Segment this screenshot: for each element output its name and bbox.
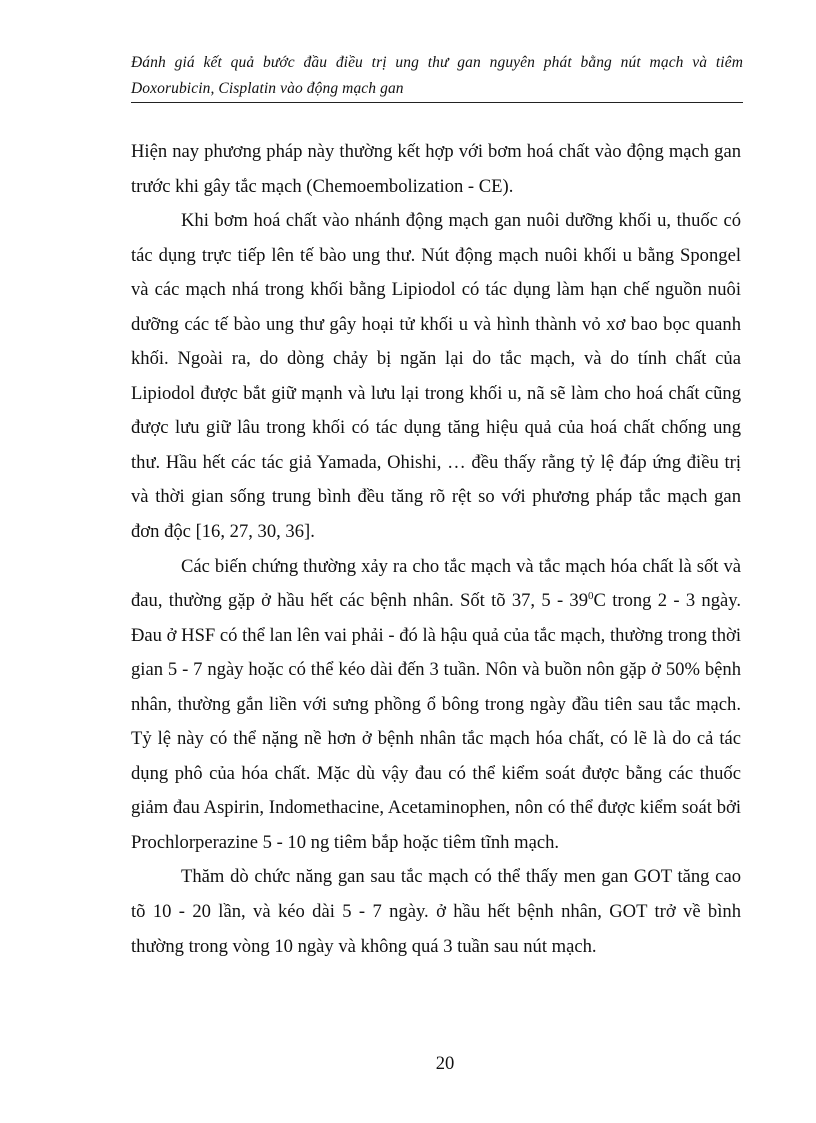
body-text [131,135,741,964]
paragraph-4: Thăm dò chức năng gan sau tắc mạch có thể thấy men gan GOT tăng cao tõ 10 - 20 lần, và kéo dài 5 - 7 ngày. ở hầu hết bệnh nhân, GOT trở về bình thường trong vòng 10 ngày và không quá 3 tuần sau nút mạch. [131,866,741,957]
header-divider [131,102,743,103]
paragraph-3-text-b: C trong 2 - 3 ngày. Đau ở HSF có thể lan lên vai phải - đó là hậu quả của tắc mạch, thường trong thời gian 5 - 7 ngày hoặc có thể kéo dài đến 3 tuần. Nôn và buồn nôn gặp ở 50% bệnh nhân, thường gắn liền với sưng phồng ổ bông trong ngày đầu tiên sau tắc mạch. Tỷ lệ này có thể nặng nề hơn ở bệnh nhân tắc mạch hóa chất, có lẽ là do cả tác dụng phô của hóa chất. Mặc dù vậy đau có thể kiểm soát được bằng các thuốc giảm đau Aspirin, Indomethacine, Acetaminophen, nôn có thể được kiểm soát bởi Prochlorperazine 5 - 10 ng tiêm bắp hoặc tiêm tĩnh mạch. [131,590,741,853]
paragraph-3 [131,550,741,861]
paragraph-2: Khi bơm hoá chất vào nhánh động mạch gan nuôi dưỡng khối u, thuốc có tác dụng trực tiếp lên tế bào ung thư. Nút động mạch nuôi khối u bằng Spongel và các mạch nhá trong khối bằng Lipiodol có tác dụng làm hạn chế nguồn nuôi dưỡng các tế bào ung thư gây hoại tử khối u và hình thành vỏ xơ bao bọc quanh khối. Ngoài ra, do dòng chảy bị ngăn lại do tắc mạch, và do tính chất của Lipiodol được bắt giữ mạnh và lưu lại trong khối u, nã sẽ làm cho hoá chất cũng được lưu giữ lâu trong khối có tác dụng tăng hiệu quả của hoá chất chống ung thư. Hầu hết các tác giả Yamada, Ohishi, … đều thấy rằng tỷ lệ đáp ứng điều trị và thời gian sống trung bình đều tăng rõ rệt so với phương pháp tắc mạch gan đơn độc [16, 27, 30, 36]. [131,210,741,543]
paragraph-3-text-a: Các biến chứng thường xảy ra cho tắc mạch và tắc mạch hóa chất là sốt và đau, thường gặp ở hầu hết các bệnh nhân. Sốt tõ 37, 5 - 39 [131,555,741,612]
page-number: 20 [435,1053,455,1074]
superscript-degree: 0 [588,589,594,602]
running-header: Đánh giá kết quả bước đầu điều trị ung thư gan nguyên phát bằng nút mạch và tiêm Doxorubicin, Cisplatin vào động mạch gan [131,54,743,97]
paragraph-1: Hiện nay phương pháp này thường kết hợp với bơm hoá chất vào động mạch gan trước khi gây tắc mạch (Chemoembolization - CE). [131,141,741,197]
